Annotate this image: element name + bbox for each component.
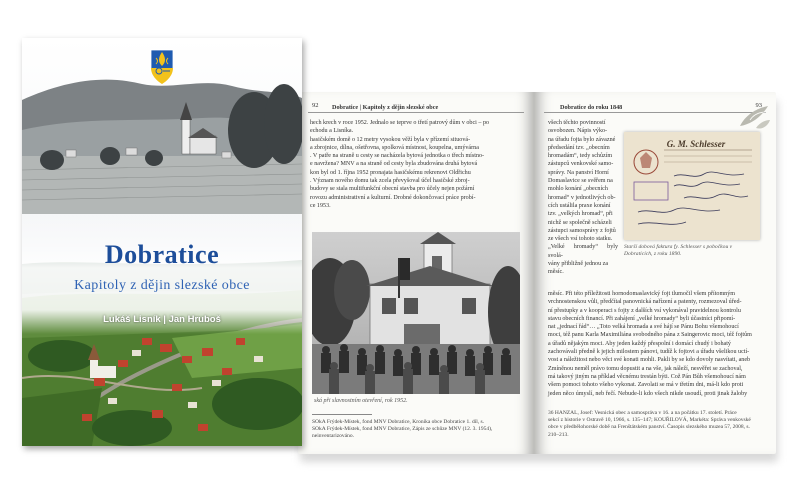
leaf-ornament-icon (736, 100, 772, 132)
text-line: ní přestupky a v kooperaci s fojty z dalších vsí vykonával pravidelnou kontrolu (548, 307, 741, 314)
text-line: hromad“ v jednotlivých ob- (548, 194, 616, 201)
text-line: a zbrojnice, dílna, ošetřovna, spolková místnost, koupelna, umývárna (310, 144, 479, 151)
cover-title: Dobratice (104, 240, 220, 269)
fire-station-photo (312, 232, 520, 394)
left-page (298, 92, 534, 454)
text-line: zástupců venkovské samo- (548, 161, 614, 168)
text-line: na úřadu fojta bylo závazné (548, 136, 616, 143)
right-footnotes (548, 410, 764, 439)
text-line: moci, též panu Karla Maximiliána svobodného pána z Saingerovic moci, též fojtům (548, 332, 752, 339)
text-line: tzv. „velkých hromad“, při (548, 211, 613, 218)
left-footnotes (312, 414, 522, 441)
footnote-line: neinventarizováno. (312, 433, 354, 440)
left-body-text (310, 119, 522, 210)
text-line: všem pomoci tohoto všeho vykonat. Zavolati se má v třetím dni, má-li kdo proti (548, 382, 744, 389)
invoice-heading: G. M. Schlesser (666, 139, 726, 149)
text-line: zachovávali předně k jejich milostem pánovi, tudíž k fojtovi a úřadu všelikou uctí- (548, 349, 750, 356)
right-narrow-text (548, 119, 618, 277)
text-line: stavu obecních financí. Při zahájení „velké hromady“ byli účastníci připomí- (548, 315, 736, 322)
left-head-rule (308, 112, 524, 113)
invoice-caption: Starší dobová faktura fy. Schlesser s pobočkou v Dobraticích, z roku 1890. (624, 244, 733, 257)
text-line: má takový jiným na příklad věcnému trestán býti. Což Pán Bůh všemohoucí nám (548, 373, 746, 380)
text-line: cích ustálila praxe konání (548, 202, 611, 209)
right-page-number: 93 (755, 102, 762, 109)
text-line: osvobozen. Nápis výko- (548, 128, 608, 135)
text-line: Domaslavice se svěřem na (548, 178, 613, 185)
text-line: Zmíněnou neměl právo tomu dopustit a na vše, jak náleží, nesvěřet se zachoval, (548, 365, 743, 372)
text-line: vrchnostenskou vůli, předčítal panovnická nařízení a patenty, rozmezoval úřed- (548, 299, 742, 306)
footnote-line: obce v předbělohorské době na Frenštátském panství. Časopis slezského muzea 57, 2008, s. (548, 424, 750, 431)
text-line: kon byl od 1. října 1952 pronajata hasičskému rekrenovi Oldřichu (310, 169, 471, 176)
text-line: měsíc. Při této příležitosti hornodomaslavický fojt tlumočil všem přítomným (548, 291, 736, 297)
text-line: echodu a Lisníka. (310, 128, 354, 135)
text-line: vány přibližně jednou za (548, 261, 609, 268)
footnote-line: SOkA Frýdek-Místek, fond MNV Dobratice, Zápis ze schůze MNV (12. 3. 1954), (312, 426, 493, 433)
text-line: správy. Na panství Horní (548, 169, 609, 176)
footnote-line: sekcí z historie v Ostravě 10, 1966, s. 135–147; KOUŘILOVÁ, Markéta: Správa venkovské (548, 417, 751, 424)
historical-invoice-image (624, 132, 760, 240)
cover-authors: Lukáš Lisník | Jan Hruboš (103, 314, 221, 325)
text-line: předsedání tzv. „obecním (548, 144, 610, 151)
text-line: hasičském domě o 12 metry vysokou věží byla v přízemí situová- (310, 136, 471, 143)
cover-subtitle: Kapitoly z dějin slezské obce (74, 278, 250, 293)
text-line: hromadám“, tedy schůzím (548, 153, 613, 160)
photo-caption: ská při slavnostním otevření, rok 1952. (314, 398, 408, 404)
invoice-artwork (624, 132, 760, 240)
text-line: e navržena? MNV a na straně od cesty byla zbudována druhá bytová (310, 161, 478, 168)
text-line: „Velké hromady“ byly svolá- (548, 244, 618, 259)
footnote-line: 36 HANZAL, Josef: Vesnická obec a samospráva v 16. a na počátku 17. století. Práce (548, 410, 737, 416)
text-line: budovy se stala multifunkční obecní stavba pro účely nejen požární (310, 186, 475, 193)
text-line: vost a náležitost nebo věci své konati mohli. Pakli by se kdo dovoly nasvítati, aneb (548, 357, 751, 364)
text-line: ze všech vsí tohoto statku. (548, 236, 613, 243)
open-book-spread (298, 92, 776, 458)
text-line: . V patře na straně u cesty se nacházela bytová jednotka o třech místno- (310, 153, 485, 160)
text-line: měsíc. (548, 269, 564, 276)
text-line: všech těchto povinností (548, 120, 606, 126)
footnote-line: SOkA Frýdek-Místek, fond MNV Dobratice, Kronika obce Dobratice 1. díl, s. (312, 419, 485, 425)
text-line: . Význam nového domu tak zcela převyšoval účel hasičské zbroj- (310, 178, 470, 185)
text-line: mohlo konání „obecních (548, 186, 608, 193)
fire-station-photo-image (312, 232, 520, 394)
right-page (534, 92, 776, 454)
right-wide-text (548, 290, 766, 398)
right-head-rule (544, 112, 766, 113)
text-line: ce 1953. (310, 202, 331, 209)
text-line: nat „jednací řád“… „Toto velká hromada a své hájí se Pánu Bohu všemohoucí (548, 324, 739, 331)
left-page-number: 92 (312, 102, 319, 109)
text-line: rovozu administrativní a kulturní. Drobné dokončovací práce probí- (310, 194, 476, 201)
text-line: hech krech v roce 1952. Jednalo se teprve o třetí patrový dům v obci – po (310, 120, 490, 126)
text-line: a úřadů nějakým moci. Aby jeden každý přespolní i domácí chudý i bohatý (548, 340, 731, 347)
text-line: jeden něco úmyslí, neb řečí. Nebude-li kdo všech nikde usoudí, proti jinak žaloby (548, 390, 748, 397)
left-running-head: Dobratice | Kapitoly z dějin slezské obce (332, 104, 439, 111)
text-line: nichž se společně scházeli (548, 219, 612, 226)
book-cover (22, 38, 302, 446)
right-running-head: Dobratice do roku 1848 (560, 104, 623, 111)
footnote-rule (312, 414, 372, 415)
text-line: zástupci samosprávy z fojtů (548, 227, 616, 234)
footnote-line: 210–213. (548, 431, 569, 438)
